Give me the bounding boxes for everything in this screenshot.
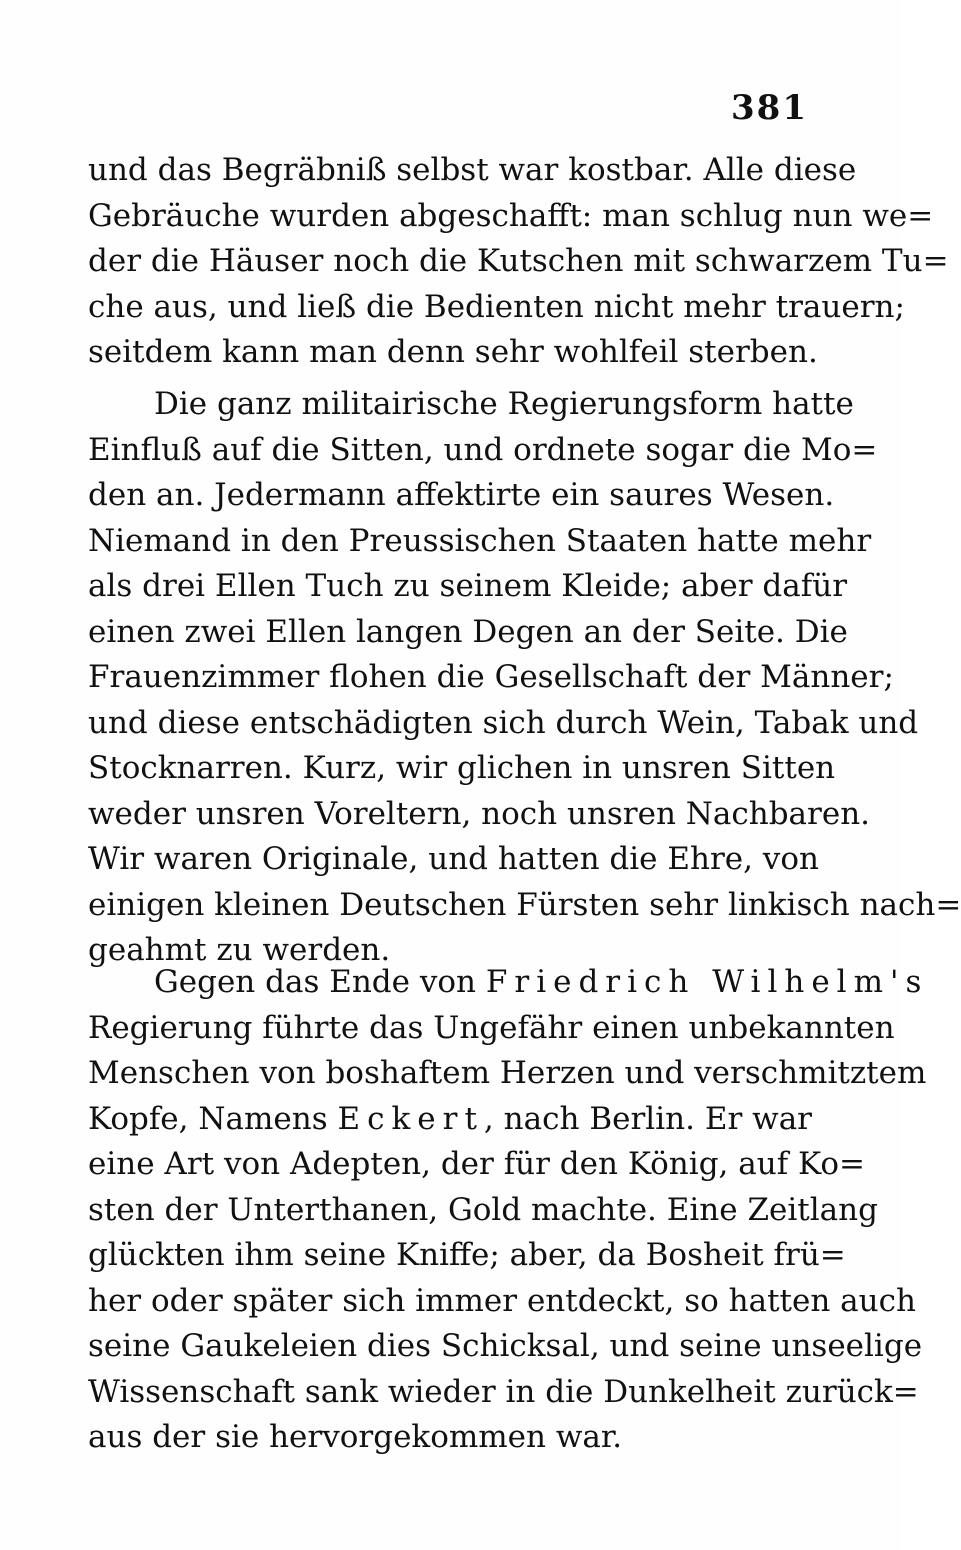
person-name: Friedrich Wilhelm's <box>485 964 929 1000</box>
text-line: Wissenschaft sank wieder in die Dunkelheit zurück= <box>88 1373 919 1410</box>
text-line: her oder später sich immer entdeckt, so hatten auch <box>88 1282 916 1319</box>
paragraph-2 <box>88 382 961 974</box>
paragraph-1 <box>88 148 949 376</box>
text-line: Frauenzimmer flohen die Gesellschaft der Männer; <box>88 659 894 695</box>
text-line: Die ganz militairische Regierungsform hatte <box>154 386 854 422</box>
text-line: geahmt zu werden. <box>88 932 391 968</box>
text-line: Stocknarren. Kurz, wir glichen in unsren Sitten <box>88 750 836 786</box>
text-segment: , nach Berlin. Er war <box>483 1100 812 1137</box>
text-segment: Kopfe, Namens <box>88 1100 328 1137</box>
text-line: Wir waren Originale, und hatten die Ehre, von <box>88 841 819 877</box>
text-line: Regierung führte das Ungefähr einen unbekannten <box>88 1009 895 1046</box>
text-line <box>88 1097 812 1143</box>
text-segment: Gegen das Ende von <box>154 964 476 1000</box>
text-line: der die Häuser noch die Kutschen mit schwarzem Tu= <box>88 243 949 279</box>
page-number: 381 <box>731 88 808 128</box>
text-line: eine Art von Adepten, der für den König, auf Ko= <box>88 1146 865 1182</box>
text-line: glückten ihm seine Kniffe; aber, da Bosheit frü= <box>88 1237 846 1273</box>
text-line: als drei Ellen Tuch zu seinem Kleide; aber dafür <box>88 568 848 604</box>
text-line: seine Gaukeleien dies Schicksal, und seine unseelige <box>88 1328 923 1364</box>
text-line: Einfluß auf die Sitten, und ordnete sogar die Mo= <box>88 431 878 468</box>
text-line: aus der sie hervorgekommen war. <box>88 1419 623 1455</box>
text-line: und das Begräbniß selbst war kostbar. Alle diese <box>88 152 857 188</box>
text-line: einen zwei Ellen langen Degen an der Seite. Die <box>88 613 848 650</box>
person-name: Eckert <box>337 1100 484 1137</box>
text-line: seitdem kann man denn sehr wohlfeil sterben. <box>88 334 818 370</box>
text-line: sten der Unterthanen, Gold machte. Eine Zeitlang <box>88 1191 878 1228</box>
text-line: Niemand in den Preussischen Staaten hatte mehr <box>88 522 872 559</box>
text-line: den an. Jedermann affektirte ein saures Wesen. <box>88 477 835 513</box>
paragraph-3 <box>88 960 929 1461</box>
text-line: Menschen von boshaftem Herzen und verschmitztem <box>88 1055 927 1091</box>
text-line: Gebräuche wurden abgeschafft: man schlug nun we= <box>88 197 934 234</box>
text-line: weder unsren Voreltern, noch unsren Nachbaren. <box>88 795 871 832</box>
text-line: einigen kleinen Deutschen Fürsten sehr linkisch nach= <box>88 886 961 923</box>
text-line: und diese entschädigten sich durch Wein, Tabak und <box>88 704 919 741</box>
text-line <box>88 960 929 1006</box>
text-line: che aus, und ließ die Bedienten nicht mehr trauern; <box>88 288 905 325</box>
